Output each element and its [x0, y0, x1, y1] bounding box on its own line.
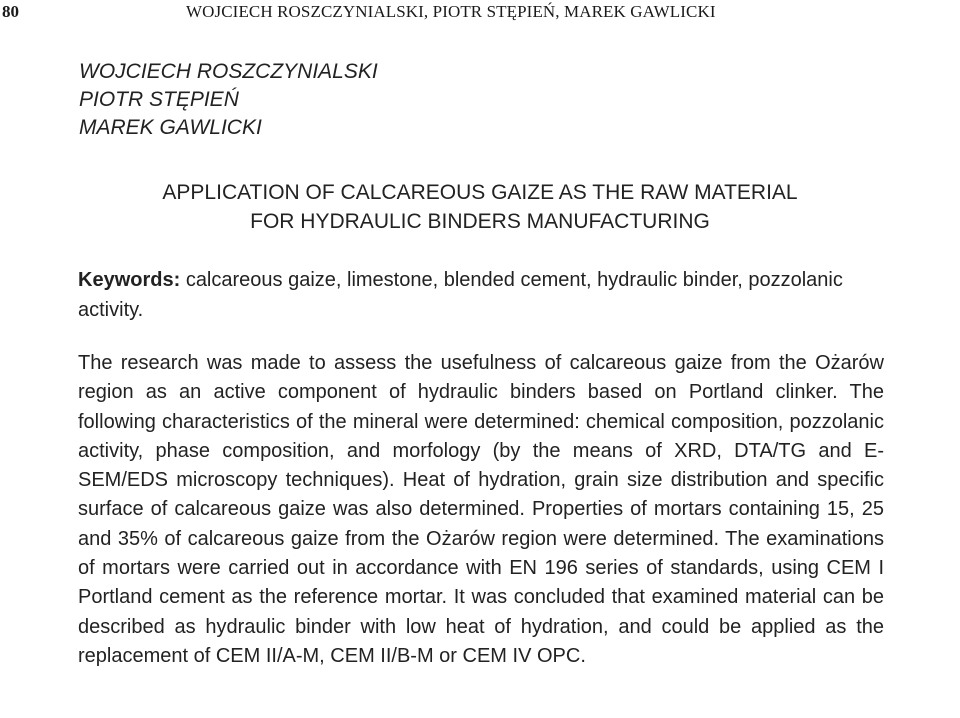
author-list: [79, 58, 378, 142]
running-head: WOJCIECH ROSZCZYNIALSKI, PIOTR STĘPIEŃ, MAREK GAWLICKI: [186, 2, 716, 21]
author-name: PIOTR STĘPIEŃ: [79, 88, 239, 111]
author-name: MAREK GAWLICKI: [79, 116, 262, 139]
title-line: FOR HYDRAULIC BINDERS MANUFACTURING: [250, 210, 710, 233]
article-title: [0, 178, 960, 236]
author-name: WOJCIECH ROSZCZYNIALSKI: [79, 60, 378, 83]
abstract-paragraph: The research was made to assess the usefulness of calcareous gaize from the Ożarów region as an active component of hydraulic binders based on Portland clinker. The following characteristics of the mineral were determined: chemical composition, pozzolanic activity, phase composition, and morfology (by the means of XRD, DTA/TG and E-SEM/EDS microscopy techniques). Heat of hydration, grain size distribution and specific surface of calcareous gaize was also determined. Properties of mortars containing 15, 25 and 35% of calcareous gaize from the Ożarów region were determined. The examinations of mortars were carried out in accordance with EN 196 series of standards, using CEM I Portland cement as the reference mortar. It was concluded that examined material can be described as hydraulic binder with low heat of hydration, and could be applied as the replacement of CEM II/A-M, CEM II/B-M or CEM IV OPC.: [78, 352, 884, 667]
keywords-text: calcareous gaize, limestone, blended cement, hydraulic binder, pozzolanic activity.: [78, 269, 843, 321]
page-header: [0, 0, 960, 36]
keywords-section: [78, 266, 888, 325]
page-number: 80: [2, 2, 19, 21]
title-line: APPLICATION OF CALCAREOUS GAIZE AS THE RAW MATERIAL: [162, 181, 798, 204]
keywords-label: Keywords:: [78, 269, 181, 291]
